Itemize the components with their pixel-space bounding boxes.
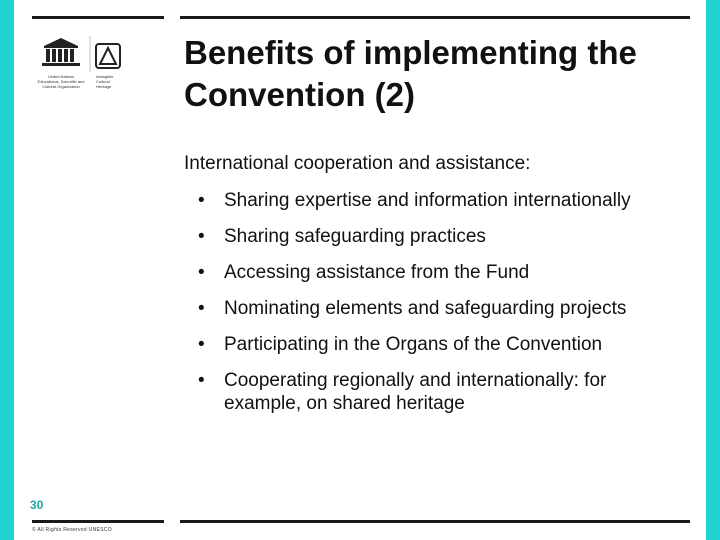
bullet-text: Participating in the Organs of the Convention	[224, 334, 603, 355]
bullet-dot: •	[198, 334, 205, 355]
bottom-right-rule	[180, 520, 690, 523]
page-number: 30	[30, 498, 44, 512]
copyright-text: © All Rights Reserved UNESCO	[32, 527, 112, 533]
bullet-text: Sharing safeguarding practices	[224, 226, 486, 247]
slide-title	[184, 32, 694, 116]
bullet-item	[184, 189, 684, 212]
bullet-dot: •	[198, 190, 205, 211]
bullet-item	[184, 333, 684, 356]
bullet-item	[184, 297, 684, 320]
bullet-item	[184, 225, 684, 248]
unesco-temple-icon	[32, 36, 132, 74]
slide	[14, 0, 706, 540]
unesco-caption: United Nations Educational, Scientific and Cultural Organization	[37, 74, 85, 89]
bullet-text: Accessing assistance from the Fund	[224, 262, 530, 283]
bullet-dot: •	[198, 226, 205, 247]
bullet-text: Nominating elements and safeguarding projects	[224, 298, 627, 319]
title-line-1: Benefits of implementing the	[184, 34, 637, 71]
ich-caption: Intangible Cultural Heritage	[96, 74, 114, 89]
bullet-dot: •	[198, 262, 205, 283]
bullet-dot: •	[198, 298, 205, 319]
intro-text: International cooperation and assistance:	[184, 153, 531, 174]
bullet-list	[184, 189, 684, 428]
bullet-text: Sharing expertise and information internationally	[224, 190, 631, 211]
bullet-dot: •	[198, 370, 205, 391]
top-left-rule	[32, 16, 164, 19]
bottom-left-rule	[32, 520, 164, 523]
bullet-item	[184, 369, 684, 415]
bullet-item	[184, 261, 684, 284]
top-right-rule	[180, 16, 690, 19]
title-line-2: Convention (2)	[184, 76, 415, 113]
bullet-text: Cooperating regionally and internationally: for example, on shared heritage	[224, 370, 607, 414]
unesco-logo	[32, 36, 152, 96]
